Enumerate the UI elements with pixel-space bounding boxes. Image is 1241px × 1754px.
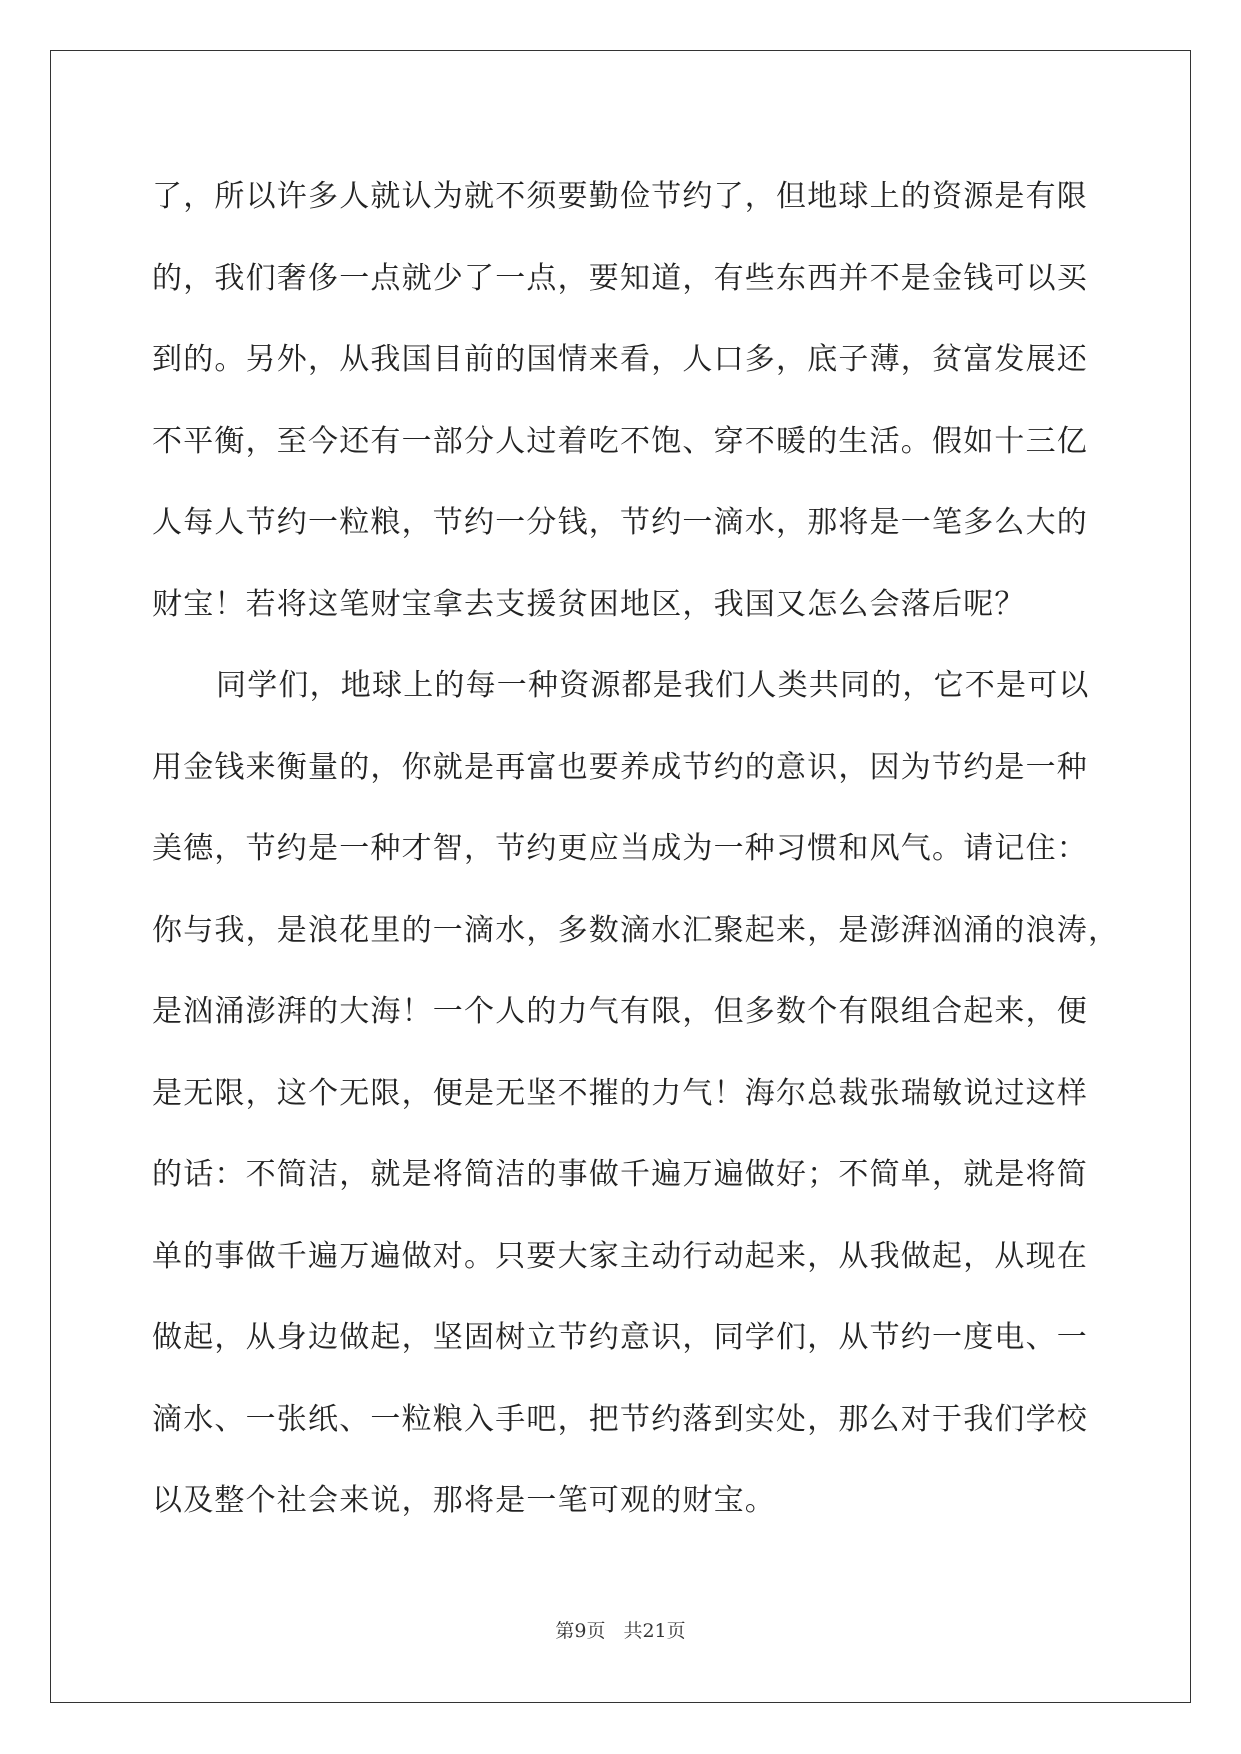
text-line: 滴水、一张纸、一粒粮入手吧，把节约落到实处，那么对于我们学校: [152, 1401, 1088, 1437]
text-line: 美德，节约是一种才智，节约更应当成为一种习惯和风气。请记住：: [152, 831, 1088, 866]
text-line: 单的事做千遍万遍做对。只要大家主动行动起来，从我做起，从现在: [152, 1238, 1088, 1274]
page-number: 第9页: [555, 1620, 606, 1642]
text-line: 到的。另外，从我国目前的国情来看，人口多，底子薄，贫富发展还: [152, 342, 1088, 377]
text-line: 是汹涌澎湃的大海！一个人的力气有限，但多数个有限组合起来，便: [152, 994, 1088, 1029]
text-line: 做起，从身边做起，坚固树立节约意识，同学们，从节约一度电、一: [152, 1320, 1088, 1355]
text-line: 以及整个社会来说，那将是一笔可观的财宝。: [152, 1483, 776, 1518]
page-total: 共21页: [623, 1620, 686, 1642]
text-line: 你与我，是浪花里的一滴水，多数滴水汇聚起来，是澎湃汹涌的浪涛，: [152, 912, 1120, 948]
text-line: 的，我们奢侈一点就少了一点，要知道，有些东西并不是金钱可以买: [152, 260, 1088, 296]
text-line: 人每人节约一粒粮，节约一分钱，节约一滴水，那将是一笔多么大的: [152, 505, 1088, 540]
text-line: 的话：不简洁，就是将简洁的事做千遍万遍做好；不简单，就是将简: [152, 1157, 1088, 1192]
paragraph-first-line: 同学们，地球上的每一种资源都是我们人类共同的，它不是可以: [216, 668, 1090, 703]
text-line: 不平衡，至今还有一部分人过着吃不饱、穿不暖的生活。假如十三亿: [152, 423, 1088, 459]
text-line: 了，所以许多人就认为就不须要勤俭节约了，但地球上的资源是有限: [152, 179, 1088, 214]
text-line: 用金钱来衡量的，你就是再富也要养成节约的意识，因为节约是一种: [152, 749, 1088, 785]
text-line: 是无限，这个无限，便是无坚不摧的力气！海尔总裁张瑞敏说过这样: [152, 1075, 1088, 1111]
page-footer: [0, 1616, 1241, 1643]
document-body: [152, 156, 1120, 1542]
text-line: 财宝！若将这笔财宝拿去支援贫困地区，我国又怎么会落后呢？: [152, 586, 1026, 622]
